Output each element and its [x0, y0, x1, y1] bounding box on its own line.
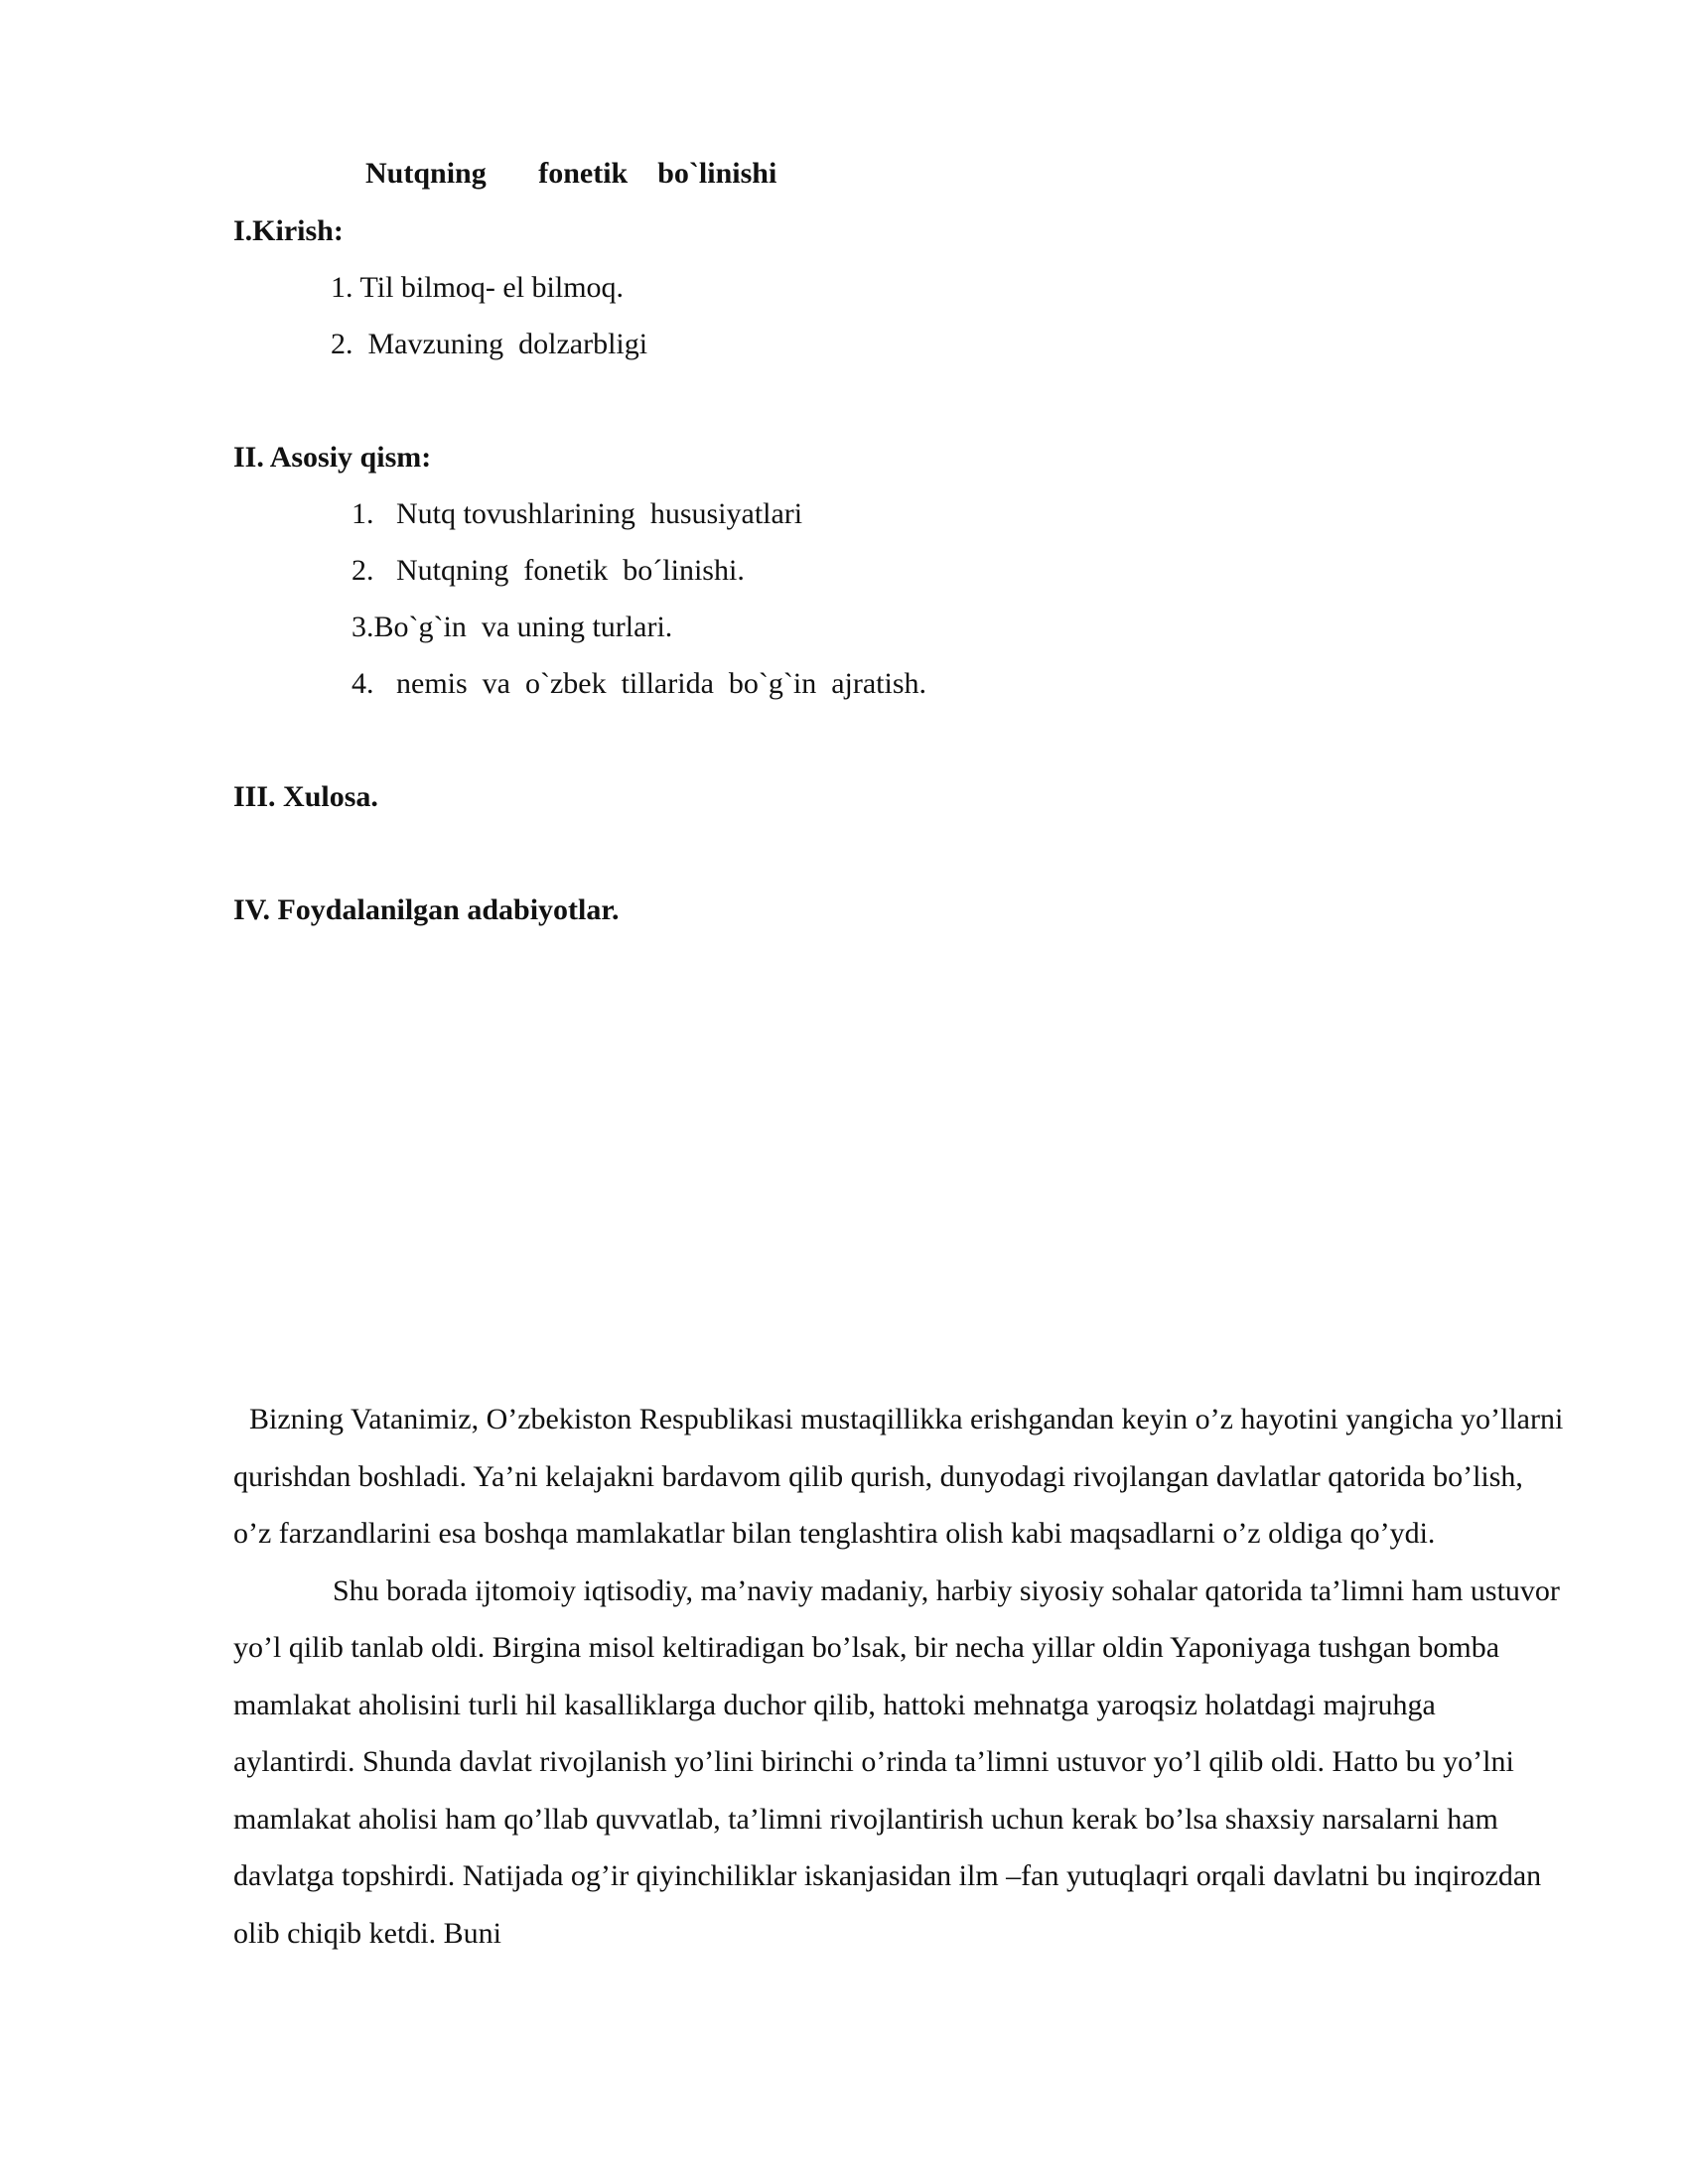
- section-heading-intro: I.Kirish:: [233, 214, 344, 247]
- outline-item: 2. Nutqning fonetik bo´linishi.: [352, 554, 745, 587]
- page-title: Nutqning fonetik bo`linishi: [365, 157, 777, 190]
- outline-item: 1. Til bilmoq- el bilmoq.: [331, 271, 625, 304]
- body-paragraph: Bizning Vatanimiz, O’zbekiston Respublikasi mustaqillikka erishgandan keyin o’z hayotini yangicha yo’llarni qurishdan boshladi. Ya’ni kelajakni bardavom qilib qurish, dunyodagi rivojlangan davlatlar qatorida bo’lish, o’z farzandlarini esa boshqa mamlakatlar bilan tenglashtira olish kabi maqsadlarni o’z oldiga qo’ydi.: [233, 1403, 1564, 1550]
- body-paragraph: Shu borada ijtomoiy iqtisodiy, ma’naviy madaniy, harbiy siyosiy sohalar qatorida ta’limni ham ustuvor yo’l qilib tanlab oldi. Birgina misol keltiradigan bo’lsak, bir necha yillar oldin Yaponiyaga tushgan bomba mamlakat aholisini turli hil kasalliklarga duchor qilib, hattoki mehnatga yaroqsiz holatdagi majruhga aylantirdi. Shunda davlat rivojlanish yo’lini birinchi o’rinda ta’limni ustuvor yo’l qilib oldi. Hatto bu yo’lni mamlakat aholisi ham qo’llab quvvatlab, ta’limni rivojlantirish uchun kerak bo’lsa shaxsiy narsalarni ham davlatga topshirdi. Natijada og’ir qiyinchiliklar iskanjasidan ilm –fan yutuqlaqri orqali davlatni bu inqirozdan olib chiqib ketdi. Buni: [233, 1573, 1560, 1950]
- section-heading-conclusion: III. Xulosa.: [233, 780, 378, 813]
- section-heading-main: II. Asosiy qism:: [233, 441, 432, 474]
- outline-item: 1. Nutq tovushlarining hususiyatlari: [352, 497, 803, 530]
- outline-item: 2. Mavzuning dolzarbligi: [331, 328, 648, 360]
- outline-item: 3.Bo`g`in va uning turlari.: [352, 611, 673, 643]
- body-text: [233, 1391, 1564, 1962]
- section-heading-references: IV. Foydalanilgan adabiyotlar.: [233, 893, 620, 926]
- outline-item: 4. nemis va o`zbek tillarida bo`g`in ajratish.: [352, 667, 927, 700]
